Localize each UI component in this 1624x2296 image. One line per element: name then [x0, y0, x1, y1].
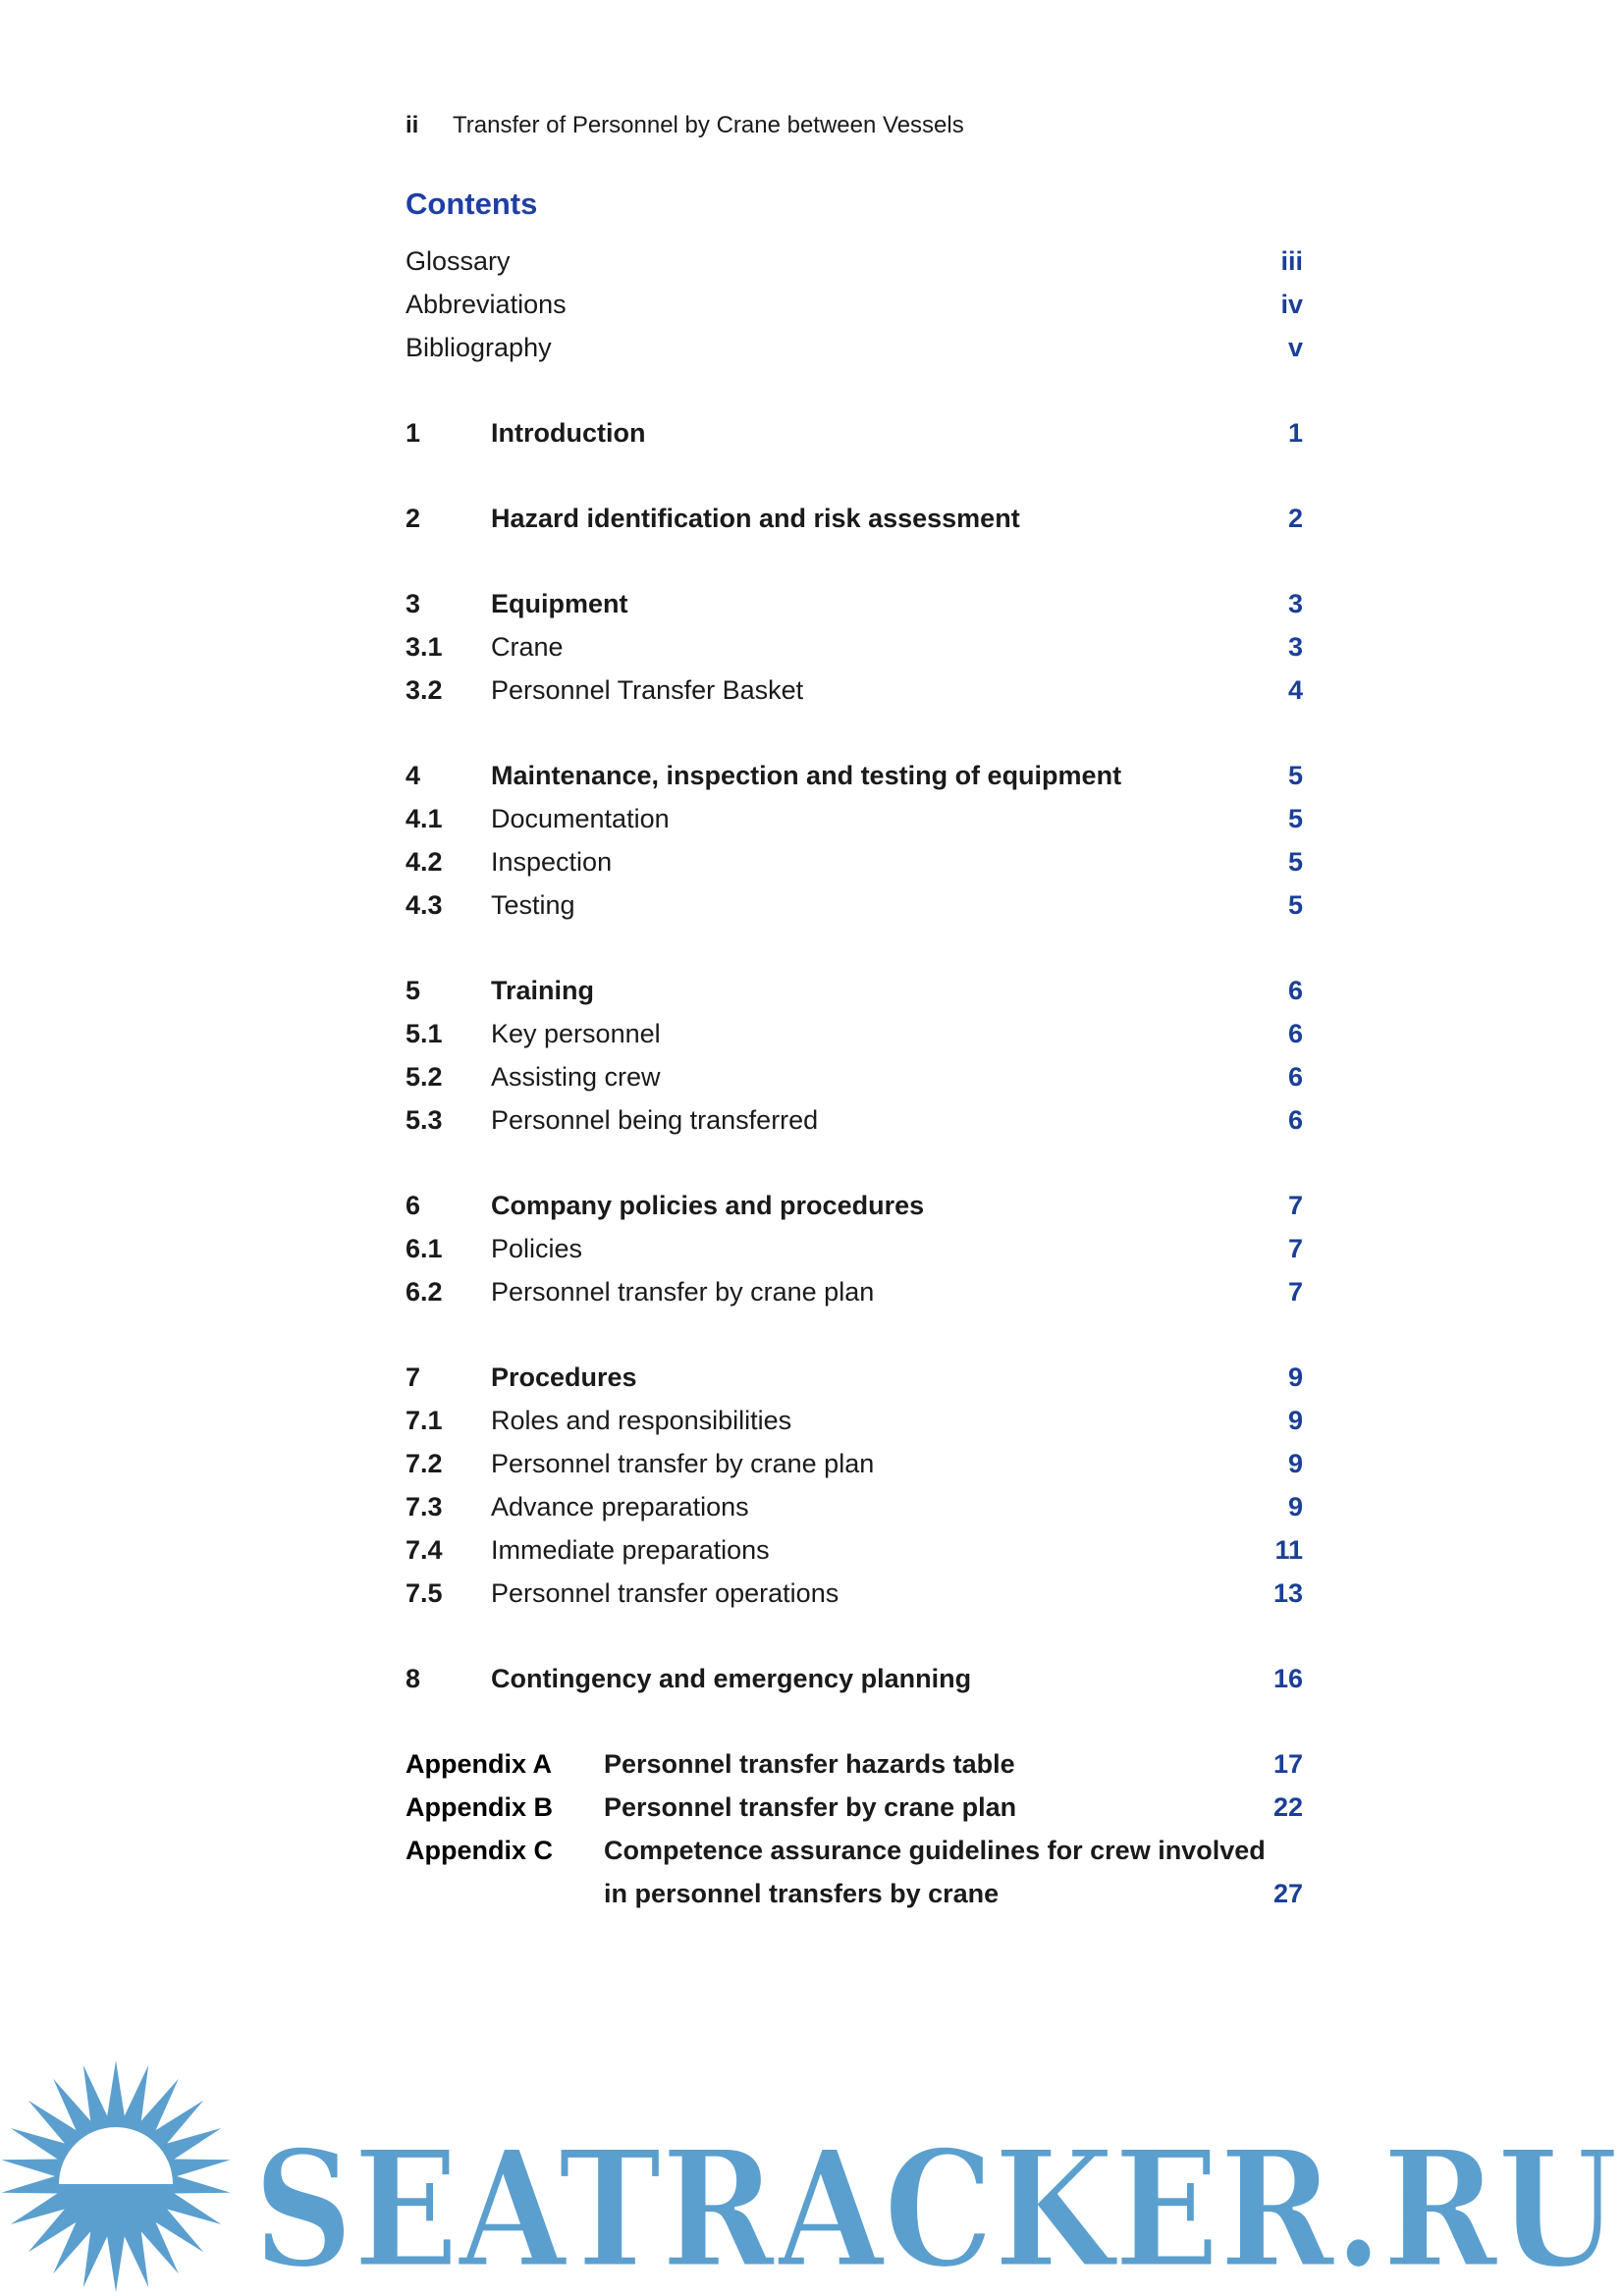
toc-section-title: Immediate preparations [491, 1535, 770, 1565]
toc-chapter-number: 5 [406, 976, 421, 1005]
toc-section-entry[interactable] [406, 625, 1303, 668]
toc-gap [406, 712, 1303, 754]
toc-appendix-title: Personnel transfer by crane plan [604, 1792, 1017, 1822]
toc-section-title: Crane [491, 632, 564, 662]
toc-chapter-entry[interactable] [406, 411, 1303, 454]
toc-chapter-title: Introduction [491, 418, 646, 448]
toc-chapter-number: 4 [406, 761, 421, 790]
toc-section-number: 4.2 [406, 847, 443, 877]
contents-title: Contents [406, 187, 538, 221]
toc-section-title: Documentation [491, 804, 670, 833]
toc-section-page: 5 [1287, 847, 1303, 877]
toc-chapter-entry[interactable] [406, 1356, 1303, 1399]
toc-section-number: 5.2 [406, 1062, 443, 1092]
toc-chapter-number: 6 [406, 1191, 421, 1220]
header-page-number: ii [406, 112, 419, 138]
toc-section-page: 3 [1287, 632, 1303, 662]
header-running-title: Transfer of Personnel by Crane between Vessels [453, 112, 964, 138]
toc-section-title: Inspection [491, 847, 613, 877]
toc-section-number: 3.2 [406, 675, 443, 705]
toc-section-page: 9 [1287, 1406, 1303, 1435]
toc-section-page: 5 [1287, 804, 1303, 833]
toc-section-entry[interactable] [406, 1270, 1303, 1313]
toc-gap [406, 454, 1303, 497]
toc-section-entry[interactable] [406, 1485, 1303, 1528]
toc-appendix-entry[interactable] [406, 1829, 1303, 1872]
toc-section-number: 6.1 [406, 1234, 443, 1263]
toc-front-matter-entry[interactable] [406, 326, 1303, 369]
toc-appendix-page: 22 [1272, 1792, 1303, 1822]
toc-chapter-entry[interactable] [406, 1184, 1303, 1227]
toc-gap [406, 1313, 1303, 1356]
toc-chapter-title: Training [491, 976, 595, 1005]
toc-section-page: 6 [1287, 1062, 1303, 1092]
toc-section-page: 11 [1274, 1535, 1303, 1565]
watermark-graphic [0, 2056, 1624, 2296]
toc-section-page: 13 [1272, 1578, 1303, 1608]
toc-appendix-label: Appendix B [406, 1792, 554, 1822]
toc-appendix-label: Appendix A [406, 1749, 553, 1779]
toc-section-number: 7.5 [406, 1578, 443, 1608]
toc-section-page: 6 [1287, 1019, 1303, 1048]
toc-section-entry[interactable] [406, 883, 1303, 927]
toc-chapter-page: 5 [1287, 761, 1303, 790]
toc-chapter-page: 1 [1287, 418, 1303, 448]
toc-section-page: 7 [1287, 1234, 1303, 1263]
toc-appendix-entry-continued[interactable] [406, 1872, 1303, 1915]
toc-entry-page: v [1287, 333, 1303, 362]
toc-entry-title: Glossary [406, 246, 511, 276]
toc-section-number: 4.3 [406, 890, 443, 920]
toc-section-number: 6.2 [406, 1277, 443, 1307]
toc-section-number: 7.1 [406, 1406, 443, 1435]
toc-section-entry[interactable] [406, 1012, 1303, 1055]
toc-section-page: 7 [1287, 1277, 1303, 1307]
toc-section-title: Testing [491, 890, 575, 920]
toc-appendix-label: Appendix C [406, 1836, 554, 1865]
toc-chapter-entry[interactable] [406, 1657, 1303, 1700]
toc-chapter-page: 9 [1287, 1362, 1303, 1392]
toc-section-page: 5 [1287, 890, 1303, 920]
table-of-contents [406, 240, 1303, 1915]
toc-section-entry[interactable] [406, 1098, 1303, 1142]
toc-chapter-number: 1 [406, 418, 421, 448]
toc-section-entry[interactable] [406, 797, 1303, 840]
toc-gap [406, 1615, 1303, 1657]
toc-section-entry[interactable] [406, 1055, 1303, 1098]
toc-chapter-title: Hazard identification and risk assessment [491, 504, 1020, 533]
toc-section-entry[interactable] [406, 668, 1303, 712]
sun-icon [1, 2060, 231, 2292]
toc-entry-title: Abbreviations [406, 290, 567, 319]
toc-chapter-title: Contingency and emergency planning [491, 1664, 972, 1693]
toc-section-number: 5.3 [406, 1105, 443, 1135]
toc-front-matter-entry[interactable] [406, 240, 1303, 283]
toc-appendix-entry[interactable] [406, 1742, 1303, 1786]
toc-section-entry[interactable] [406, 1227, 1303, 1270]
toc-section-number: 7.3 [406, 1492, 443, 1522]
toc-chapter-title: Equipment [491, 589, 628, 618]
toc-section-entry[interactable] [406, 840, 1303, 883]
toc-section-title: Personnel being transferred [491, 1105, 819, 1135]
toc-gap [406, 1142, 1303, 1184]
toc-section-title: Personnel transfer by crane plan [491, 1449, 875, 1478]
toc-gap [406, 369, 1303, 411]
toc-section-entry[interactable] [406, 1528, 1303, 1572]
toc-chapter-page: 6 [1287, 976, 1303, 1005]
toc-section-page: 6 [1287, 1105, 1303, 1135]
toc-entry-page: iv [1280, 290, 1303, 319]
toc-section-number: 3.1 [406, 632, 443, 662]
toc-gap [406, 1700, 1303, 1742]
toc-chapter-entry[interactable] [406, 754, 1303, 797]
toc-section-page: 9 [1287, 1449, 1303, 1478]
toc-section-number: 5.1 [406, 1019, 443, 1048]
toc-section-title: Policies [491, 1234, 583, 1263]
toc-entry-page: iii [1280, 246, 1303, 276]
toc-chapter-page: 7 [1287, 1191, 1303, 1220]
toc-appendix-page: 17 [1272, 1749, 1303, 1779]
toc-chapter-entry[interactable] [406, 497, 1303, 540]
toc-section-page: 4 [1287, 675, 1303, 705]
toc-section-number: 7.4 [406, 1535, 443, 1565]
toc-appendix-entry[interactable] [406, 1786, 1303, 1829]
toc-chapter-number: 2 [406, 504, 421, 533]
toc-section-title: Assisting crew [491, 1062, 661, 1092]
toc-section-entry[interactable] [406, 1442, 1303, 1485]
toc-entry-title: Bibliography [406, 333, 552, 362]
toc-chapter-page: 16 [1272, 1664, 1303, 1693]
toc-section-entry[interactable] [406, 1399, 1303, 1442]
toc-chapter-page: 2 [1287, 504, 1303, 533]
toc-section-title: Roles and responsibilities [491, 1406, 792, 1435]
toc-section-title: Personnel transfer operations [491, 1578, 839, 1608]
toc-section-entry[interactable] [406, 1572, 1303, 1615]
watermark [0, 2056, 1624, 2296]
toc-section-number: 7.2 [406, 1449, 443, 1478]
toc-chapter-number: 7 [406, 1362, 421, 1392]
toc-chapter-number: 3 [406, 589, 421, 618]
toc-appendix-page: 27 [1272, 1879, 1303, 1908]
toc-gap [406, 540, 1303, 582]
toc-section-title: Advance preparations [491, 1492, 749, 1522]
toc-chapter-title: Company policies and procedures [491, 1191, 925, 1220]
toc-chapter-title: Procedures [491, 1362, 637, 1392]
toc-appendix-title: Competence assurance guidelines for crew involved [604, 1836, 1266, 1865]
toc-section-page: 9 [1287, 1492, 1303, 1522]
toc-chapter-entry[interactable] [406, 969, 1303, 1012]
toc-chapter-title: Maintenance, inspection and testing of equipment [491, 761, 1122, 790]
toc-section-title: Key personnel [491, 1019, 661, 1048]
toc-section-title: Personnel transfer by crane plan [491, 1277, 875, 1307]
toc-appendix-title-continued: in personnel transfers by crane [604, 1879, 1000, 1908]
toc-section-number: 4.1 [406, 804, 443, 833]
watermark-text: SEATRACKER.RU [253, 2114, 1618, 2296]
toc-front-matter-entry[interactable] [406, 283, 1303, 326]
toc-section-title: Personnel Transfer Basket [491, 675, 804, 705]
running-header [406, 112, 964, 139]
toc-chapter-number: 8 [406, 1664, 421, 1693]
toc-chapter-entry[interactable] [406, 582, 1303, 625]
toc-gap [406, 927, 1303, 969]
toc-chapter-page: 3 [1287, 589, 1303, 618]
toc-appendix-title: Personnel transfer hazards table [604, 1749, 1015, 1779]
